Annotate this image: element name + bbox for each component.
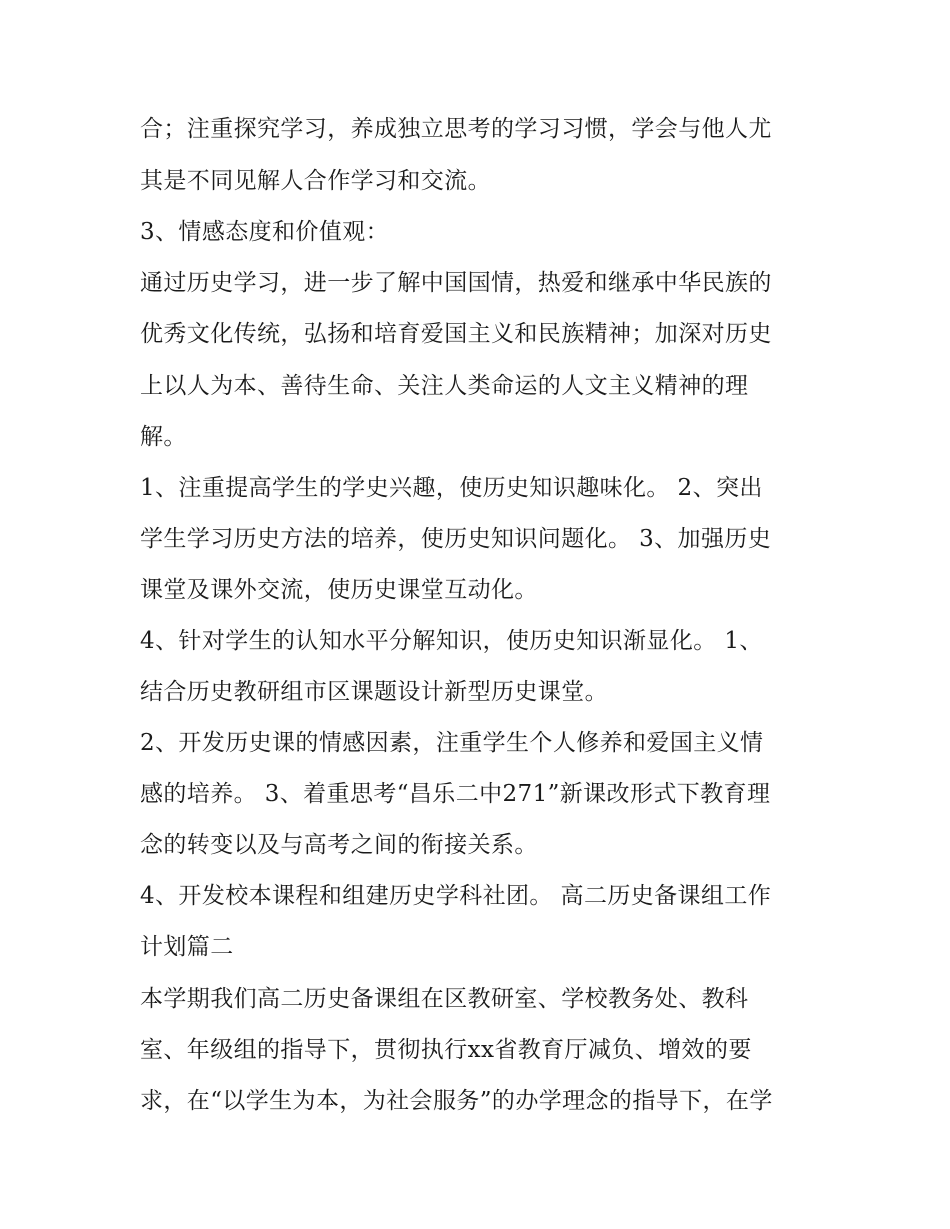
text-line: 通过历史学习，进一步了解中国国情，热爱和继承中华民族的	[140, 270, 772, 296]
text-line: 课堂及课外交流，使历史课堂互动化。	[140, 577, 538, 603]
text-line: 1、注重提高学生的学史兴趣，使历史知识趣味化。 2、突出	[140, 475, 763, 501]
text-line: 学生学习历史方法的培养，使历史知识问题化。 3、加强历史	[140, 526, 772, 552]
text-line: 优秀文化传统，弘扬和培育爱国主义和民族精神；加深对历史	[140, 321, 772, 347]
text-line: 上以人为本、善待生命、关注人类命运的人文主义精神的理	[140, 373, 749, 399]
text-line: 其是不同见解人合作学习和交流。	[140, 168, 491, 194]
text-line: 解。	[140, 424, 187, 450]
text-line: 室、年级组的指导下，贯彻执行xx省教育厅减负、增效的要	[140, 1037, 752, 1063]
text-line: 4、开发校本课程和组建历史学科社团。 高二历史备课组工作	[140, 883, 772, 909]
section-title: 计划篇二	[140, 934, 234, 960]
text-line: 4、针对学生的认知水平分解知识，使历史知识渐显化。 1、	[140, 628, 763, 654]
text-line: 本学期我们高二历史备课组在区教研室、学校教务处、教科	[140, 986, 749, 1012]
text-line: 感的培养。 3、着重思考“昌乐二中271”新课改形式下教育理	[140, 781, 771, 807]
text-line: 求，在“以学生为本，为社会服务”的办学理念的指导下，在学	[140, 1088, 773, 1114]
text-line: 合；注重探究学习，养成独立思考的学习习惯，学会与他人尤	[140, 116, 772, 142]
text-line: 念的转变以及与高考之间的衔接关系。	[140, 832, 538, 858]
text-line: 2、开发历史课的情感因素，注重学生个人修养和爱国主义情	[140, 730, 764, 756]
section-heading: 3、情感态度和价值观：	[140, 219, 390, 245]
text-line: 结合历史教研组市区课题设计新型历史课堂。	[140, 679, 608, 705]
